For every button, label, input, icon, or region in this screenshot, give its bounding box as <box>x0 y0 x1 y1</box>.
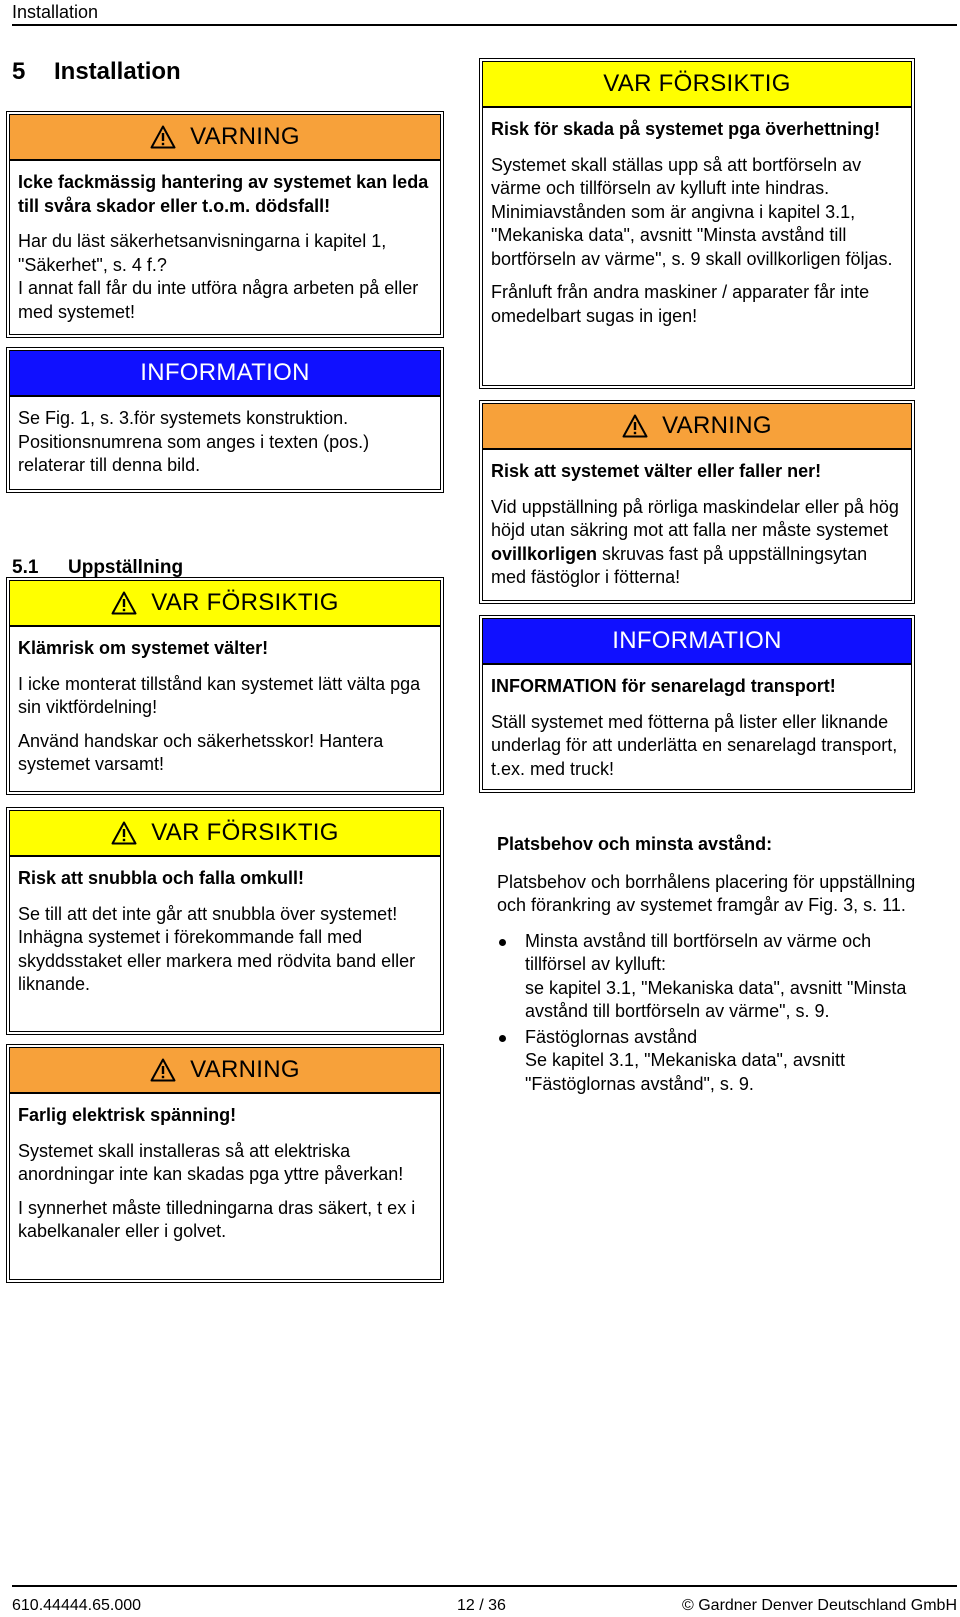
warning-body-line: I synnerhet måste tilledningarna dras säkert, t ex i kabelkanaler eller i golvet. <box>18 1197 416 1241</box>
list-item <box>497 1026 937 1097</box>
section-number: 5 <box>12 58 26 85</box>
caution-box-tipping <box>9 580 441 792</box>
bullet-icon <box>499 939 506 946</box>
caution-body-line: Inhägna systemet i förekommande fall med skyddsstaket eller markera med rödvita band eller liknande. <box>18 927 416 994</box>
information-box-transport <box>482 618 912 790</box>
warning-label: VARNING <box>190 1056 300 1083</box>
warning-band <box>10 115 440 161</box>
list-item-text: Fästöglornas avstånd <box>525 1026 698 1047</box>
warning-triangle-icon <box>111 591 137 615</box>
warning-box-qualified-personnel <box>9 114 441 335</box>
caution-box-overheating <box>482 61 912 386</box>
space-heading: Platsbehov och minsta avstånd: <box>497 834 773 854</box>
list-item-text: Se kapitel 3.1, "Mekaniska data", avsnitt "Fästöglornas avstånd", s. 9. <box>525 1050 845 1094</box>
caution-lead: Klämrisk om systemet välter! <box>18 638 269 658</box>
caution-body-line: Systemet skall ställas upp så att bortförseln av värme och tillförseln av kylluft inte hindras. Minimiavstånden som är angivna i kapitel 3.1, "Mekaniska data", avsnitt "Minsta avstånd till bortförseln av värme", s. 9 skall ovillkorligen följas. <box>491 154 893 269</box>
information-band <box>10 351 440 397</box>
section-title: Installation <box>54 58 181 85</box>
warning-triangle-icon <box>111 821 137 845</box>
warning-body-line: Systemet skall installeras så att elektriska anordningar inte kan skadas pga yttre påverkan! <box>18 1140 404 1184</box>
warning-box-electrical <box>9 1047 441 1280</box>
warning-lead: Icke fackmässig hantering av systemet kan leda till svåra skador eller t.o.m. dödsfall! <box>18 172 429 216</box>
information-box-figure <box>9 350 441 490</box>
copyright: © Gardner Denver Deutschland GmbH <box>681 1597 957 1614</box>
caution-band <box>10 581 440 627</box>
space-intro: Platsbehov och borrhålens placering för uppställning och förankring av systemet framgår av Fig. 3, s. 11. <box>497 871 916 915</box>
warning-body-line: I annat fall får du inte utföra några arbeten på eller med systemet! <box>18 278 419 322</box>
subsection-heading <box>12 557 183 579</box>
running-header <box>12 0 957 26</box>
warning-box-falling <box>482 403 912 601</box>
caution-body-line: I icke monterat tillstånd kan systemet lätt välta pga sin viktfördelning! <box>18 673 421 717</box>
caution-body-line: Se till att det inte går att snubbla över systemet! <box>18 903 398 924</box>
warning-lead: Farlig elektrisk spänning! <box>18 1105 237 1125</box>
list-item <box>497 930 937 1024</box>
space-bullet-list <box>497 930 937 1097</box>
warning-band <box>10 1048 440 1094</box>
caution-body-line: Frånluft från andra maskiner / apparater får inte omedelbart sugas in igen! <box>491 282 870 326</box>
information-lead: INFORMATION för senarelagd transport! <box>491 676 836 696</box>
running-header-title: Installation <box>12 2 99 22</box>
caution-lead: Risk att snubbla och falla omkull! <box>18 868 305 888</box>
warning-triangle-icon <box>150 1058 176 1082</box>
warning-body-emphasis: ovillkorligen <box>491 543 598 564</box>
information-label: INFORMATION <box>140 359 310 386</box>
subsection-number: 5.1 <box>12 557 39 578</box>
subsection-title: Uppställning <box>68 557 184 578</box>
warning-triangle-icon <box>150 125 176 149</box>
warning-body-line: Har du läst säkerhetsanvisningarna i kapitel 1, "Säkerhet", s. 4 f.? <box>18 231 387 275</box>
caution-label: VAR FÖRSIKTIG <box>151 589 339 616</box>
warning-lead: Risk att systemet välter eller faller ner! <box>491 461 822 481</box>
warning-label: VARNING <box>190 123 300 150</box>
caution-band <box>483 62 911 108</box>
section-heading <box>12 58 181 86</box>
warning-body <box>491 496 903 590</box>
document-number: 610.44444.65.000 <box>12 1597 142 1614</box>
caution-lead: Risk för skada på systemet pga överhettning! <box>491 119 881 139</box>
space-requirements <box>497 833 937 1098</box>
warning-band <box>483 404 911 450</box>
bullet-icon <box>499 1035 506 1042</box>
information-body: Ställ systemet med fötterna på lister eller liknande underlag för att underlätta en senarelagd transport, t.ex. med truck! <box>491 711 898 779</box>
information-label: INFORMATION <box>612 627 782 654</box>
page-footer <box>12 1585 957 1617</box>
caution-label: VAR FÖRSIKTIG <box>151 819 339 846</box>
caution-label: VAR FÖRSIKTIG <box>603 70 791 97</box>
warning-body-text: skruvas fast på uppställningsytan med fästöglor i fötterna! <box>491 543 868 587</box>
list-item-text: Minsta avstånd till bortförseln av värme och tillförsel av kylluft: <box>525 930 872 974</box>
warning-body-text: Vid uppställning på rörliga maskindelar eller på hög höjd utan säkring mot att falla ner måste systemet <box>491 496 899 540</box>
caution-box-trip-hazard <box>9 810 441 1032</box>
list-item-text: se kapitel 3.1, "Mekaniska data", avsnitt "Minsta avstånd till bortförseln av värme", s. 9. <box>525 977 907 1021</box>
warning-label: VARNING <box>662 412 772 439</box>
information-body: Se Fig. 1, s. 3.för systemets konstruktion. Positionsnumrena som anges i texten (pos.) relaterar till denna bild. <box>18 408 370 475</box>
caution-band <box>10 811 440 857</box>
caution-body-line: Använd handskar och säkerhetsskor! Hantera systemet varsamt! <box>18 730 384 774</box>
information-band <box>483 619 911 665</box>
warning-triangle-icon <box>622 414 648 438</box>
page-number: 12 / 36 <box>457 1597 506 1614</box>
